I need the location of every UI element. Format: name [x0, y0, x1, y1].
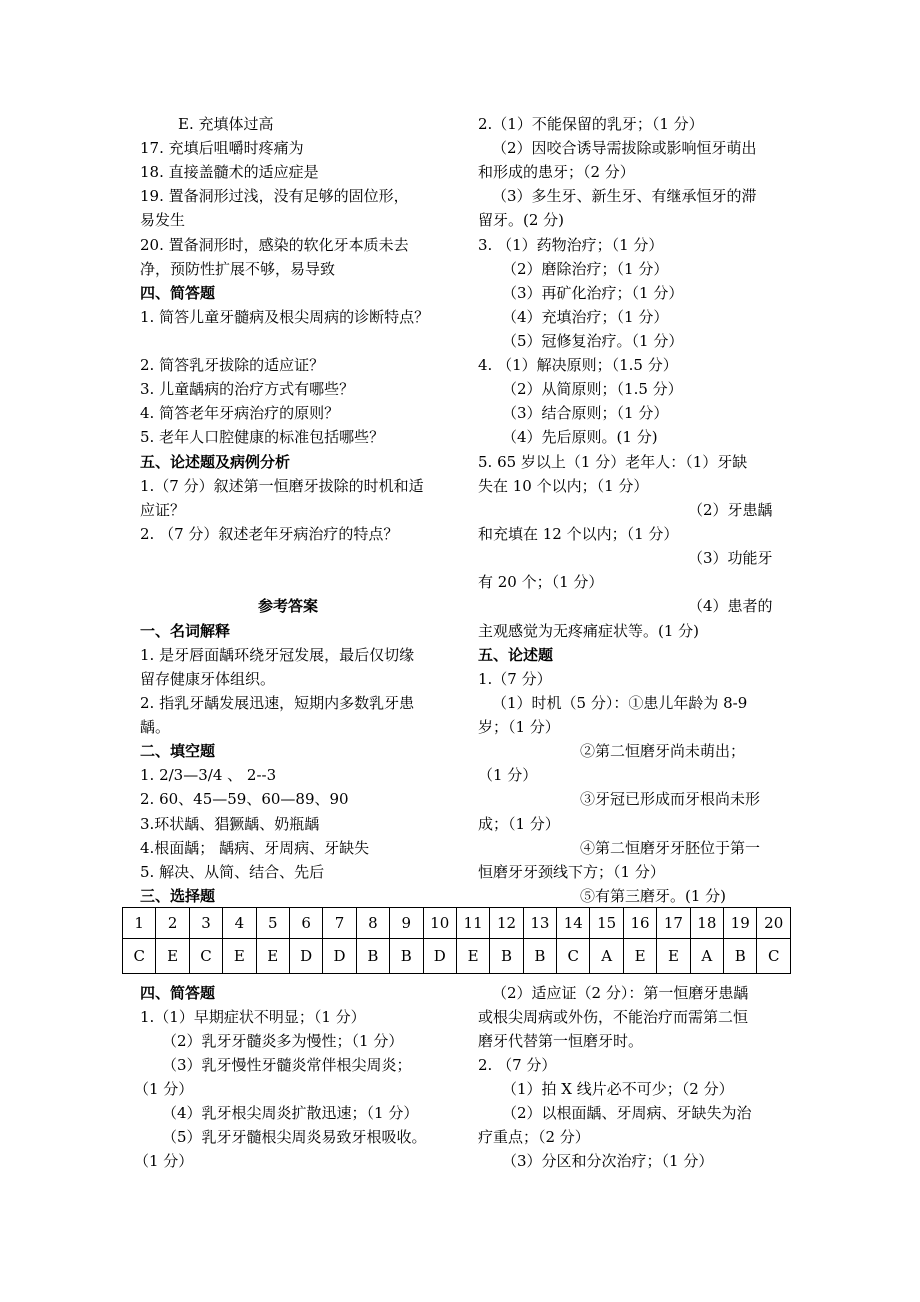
question-number: 4 [223, 908, 256, 939]
right-line-21: （4）患者的 [688, 597, 773, 615]
question-number: 10 [423, 908, 456, 939]
question-number: 2 [156, 908, 189, 939]
question-number: 18 [690, 908, 723, 939]
right-line-25: （1）时机（5 分）：①患儿年龄为 8-9 [492, 694, 748, 712]
answer-5-line8: （3）分区和分次治疗；（1 分） [502, 1152, 714, 1170]
question-number: 13 [523, 908, 556, 939]
answer-4-line2: （2）乳牙牙髓炎多为慢性；（1 分） [162, 1032, 404, 1050]
answer-letter: C [123, 939, 156, 974]
answer-letter: E [456, 939, 489, 974]
answer-letter: E [156, 939, 189, 974]
answer-letter: E [657, 939, 690, 974]
short-answer-q3: 3. 儿童龋病的治疗方式有哪些？ [140, 380, 355, 398]
answer-letter: C [189, 939, 222, 974]
answer-5-line6: （2）以根面龋、牙周病、牙缺失为治 [502, 1104, 752, 1122]
answer-letter: E [223, 939, 256, 974]
answer-letter: C [757, 939, 791, 974]
answer-1-1-line2: 留存健康牙体组织。 [140, 670, 276, 688]
right-line-12: （2）从简原则；（1.5 分） [502, 380, 683, 398]
right-line-6: 3. （1）药物治疗；（1 分） [478, 236, 664, 254]
answer-letter: B [490, 939, 523, 974]
answer-1-2-line2: 龋。 [140, 718, 171, 736]
right-line-32: 恒磨牙牙颈线下方；（1 分） [478, 863, 665, 881]
answer-4-line1: 1.（1）早期症状不明显；（1 分） [140, 1008, 366, 1026]
right-line-3: 和形成的患牙；（2 分） [478, 163, 635, 181]
right-line-16: 失在 10 个以内；（1 分） [478, 477, 649, 495]
question-number: 5 [256, 908, 289, 939]
right-line-5: 留牙。(2 分) [478, 211, 565, 229]
right-line-13: （3）结合原则；（1 分） [502, 404, 669, 422]
question-number: 14 [557, 908, 590, 939]
right-line-10: （5）冠修复治疗。（1 分） [502, 332, 684, 350]
essay-q1-line1: 1.（7 分）叙述第一恒磨牙拔除的时机和适 [140, 477, 424, 495]
question-number: 15 [590, 908, 623, 939]
right-line-2: （2）因咬合诱导需拔除或影响恒牙萌出 [492, 139, 757, 157]
answer-5-line3: 磨牙代替第一恒磨牙时。 [478, 1032, 644, 1050]
right-line-31: ④第二恒磨牙牙胚位于第一 [580, 839, 761, 857]
question-number: 7 [323, 908, 356, 939]
answer-1-2-line1: 2. 指乳牙龋发展迅速，短期内多数乳牙患 [140, 694, 415, 712]
answer-letter: B [724, 939, 757, 974]
right-line-26: 岁；（1 分） [478, 718, 560, 736]
short-answer-q2: 2. 简答乳牙拔除的适应证？ [140, 356, 325, 374]
answer-5-line2: 或根尖周病或外伤，不能治疗而需第二恒 [478, 1008, 749, 1026]
question-17: 17. 充填后咀嚼时疼痛为 [140, 139, 304, 157]
option-e: E. 充填体过高 [178, 115, 274, 133]
question-number: 6 [289, 908, 322, 939]
question-number: 17 [657, 908, 690, 939]
answer-5-line1: （2）适应证（2 分）：第一恒磨牙患龋 [492, 984, 749, 1002]
answer-letter: D [323, 939, 356, 974]
right-line-27: ②第二恒磨牙尚未萌出； [580, 742, 746, 760]
essay-q2: 2. （7 分）叙述老年牙病治疗的特点？ [140, 525, 399, 543]
right-line-17: （2）牙患龋 [688, 501, 773, 519]
right-line-15: 5. 65 岁以上（1 分）老年人：（1）牙缺 [478, 453, 748, 471]
answer-2-1: 1. 2/3—3/4 、 2--3 [140, 766, 277, 784]
question-number: 16 [623, 908, 656, 939]
question-19-line1: 19. 置备洞形过浅，没有足够的固位形， [140, 187, 409, 205]
right-line-22: 主观感觉为无疼痛症状等。(1 分) [478, 622, 700, 640]
answer-5-line4: 2. （7 分） [478, 1056, 557, 1074]
right-line-33: ⑤有第三磨牙。(1 分) [580, 887, 727, 905]
essay-q1-line2: 应证？ [140, 501, 186, 519]
right-line-1: 2.（1）不能保留的乳牙；（1 分） [478, 115, 704, 133]
answer-letter: C [557, 939, 590, 974]
question-20-line1: 20. 置备洞形时，感染的软化牙本质未去 [140, 236, 409, 254]
answer-letter: B [356, 939, 389, 974]
answer-letter: E [623, 939, 656, 974]
answer-table-number-row [123, 908, 791, 939]
right-line-7: （2）磨除治疗；（1 分） [502, 260, 669, 278]
question-18: 18. 直接盖髓术的适应症是 [140, 163, 319, 181]
right-line-30: 成；（1 分） [478, 815, 560, 833]
right-line-11: 4. （1）解决原则；（1.5 分） [478, 356, 678, 374]
answer-section-1-title: 一、名词解释 [140, 622, 231, 640]
answer-2-5: 5. 解决、从简、结合、先后 [140, 863, 325, 881]
answer-letter: B [523, 939, 556, 974]
right-line-8: （3）再矿化治疗；（1 分） [502, 284, 684, 302]
right-line-20: 有 20 个；（1 分） [478, 573, 604, 591]
answer-4-line7: （1 分） [134, 1152, 194, 1170]
answer-table-answer-row [123, 939, 791, 974]
right-line-19: （3）功能牙 [688, 549, 773, 567]
short-answer-q1: 1. 简答儿童牙髓病及根尖周病的诊断特点？ [140, 308, 430, 326]
answer-section-3-title: 三、选择题 [140, 887, 216, 905]
answer-letter: E [256, 939, 289, 974]
question-number: 20 [757, 908, 791, 939]
short-answer-q5: 5. 老年人口腔健康的标准包括哪些？ [140, 428, 385, 446]
question-number: 3 [189, 908, 222, 939]
answer-section-5-title: 五、论述题 [478, 646, 554, 664]
question-19-line2: 易发生 [140, 211, 186, 229]
question-number: 8 [356, 908, 389, 939]
right-line-9: （4）充填治疗；（1 分） [502, 308, 669, 326]
right-line-28: （1 分） [478, 766, 538, 784]
answer-section-2-title: 二、填空题 [140, 742, 216, 760]
answer-5-line7: 疗重点；（2 分） [478, 1128, 590, 1146]
answer-4-line4: （1 分） [134, 1080, 194, 1098]
short-answer-q4: 4. 简答老年牙病治疗的原则？ [140, 404, 340, 422]
right-line-18: 和充填在 12 个以内；（1 分） [478, 525, 679, 543]
answer-4-line3: （3）乳牙慢性牙髓炎常伴根尖周炎； [162, 1056, 412, 1074]
right-line-24: 1.（7 分） [478, 670, 552, 688]
reference-answers-title: 参考答案 [258, 597, 319, 615]
answer-letter: B [390, 939, 423, 974]
right-line-4: （3）多生牙、新生牙、有继承恒牙的滞 [492, 187, 757, 205]
answer-letter: D [423, 939, 456, 974]
question-number: 9 [390, 908, 423, 939]
answer-2-2: 2. 60、45—59、60—89、90 [140, 790, 349, 808]
answer-letter: D [289, 939, 322, 974]
answer-2-4: 4.根面龋； 龋病、牙周病、牙缺失 [140, 839, 370, 857]
answer-section-4-title: 四、简答题 [140, 984, 216, 1002]
answer-2-3: 3.环状龋、猖獗龋、奶瓶龋 [140, 815, 320, 833]
answer-4-line5: （4）乳牙根尖周炎扩散迅速；（1 分） [162, 1104, 419, 1122]
question-number: 1 [123, 908, 156, 939]
question-number: 11 [456, 908, 489, 939]
question-number: 19 [724, 908, 757, 939]
right-line-14: （4）先后原则。(1 分) [502, 428, 658, 446]
question-number: 12 [490, 908, 523, 939]
answer-4-line6: （5）乳牙牙髓根尖周炎易致牙根吸收。 [162, 1128, 427, 1146]
section-title-short-answer: 四、简答题 [140, 284, 216, 302]
question-20-line2: 净，预防性扩展不够，易导致 [140, 260, 336, 278]
answer-5-line5: （1）拍 X 线片必不可少；（2 分） [502, 1080, 734, 1098]
answer-letter: A [590, 939, 623, 974]
section-title-essay: 五、论述题及病例分析 [140, 453, 291, 471]
answer-table [122, 907, 791, 974]
right-line-29: ③牙冠已形成而牙根尚未形 [580, 790, 761, 808]
answer-letter: A [690, 939, 723, 974]
answer-1-1-line1: 1. 是牙唇面龋环绕牙冠发展，最后仅切缘 [140, 646, 415, 664]
